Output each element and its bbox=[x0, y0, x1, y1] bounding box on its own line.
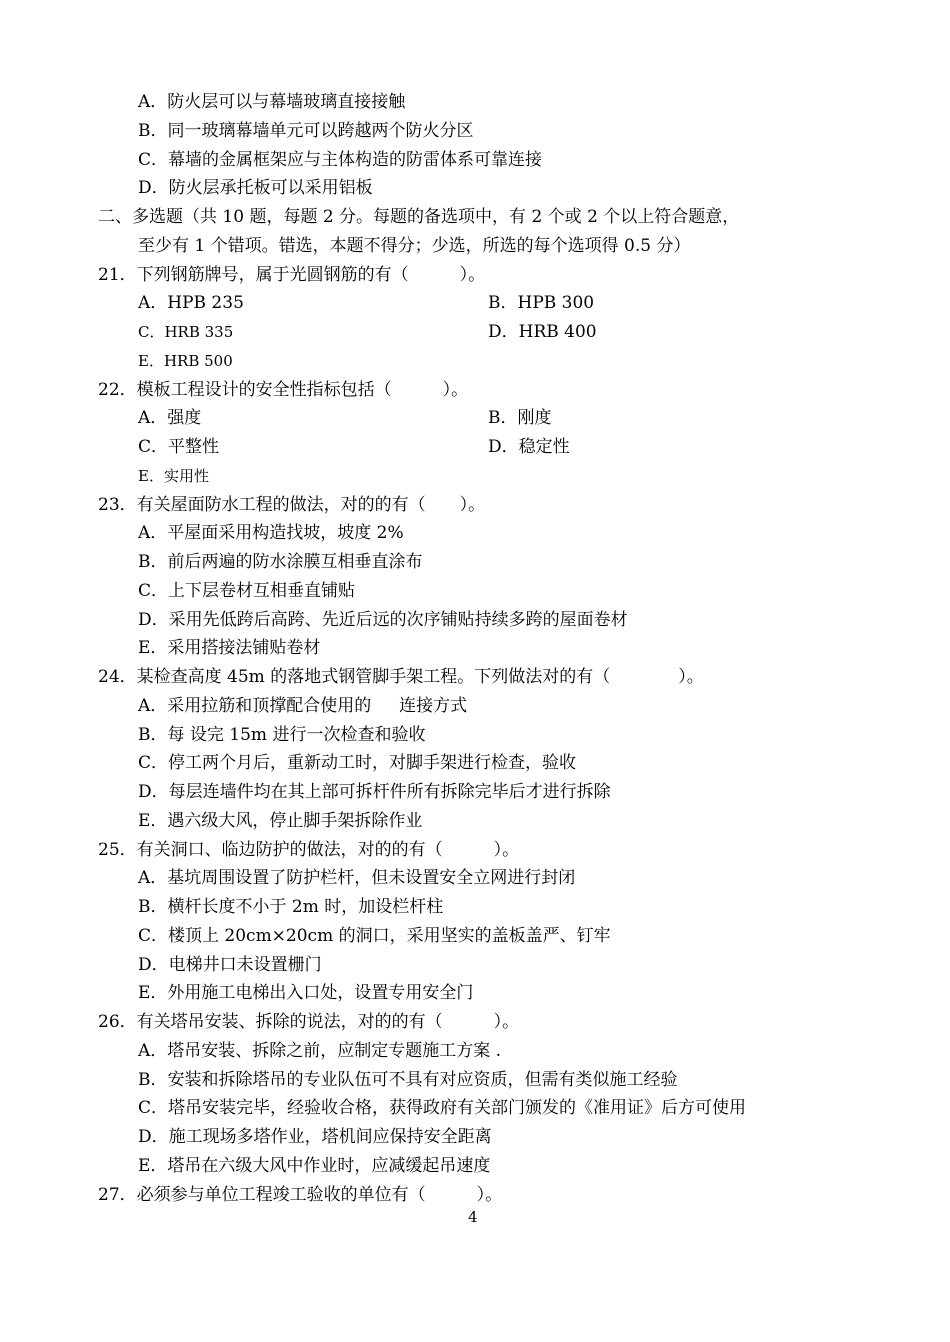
question-text: 25．有关洞口、临边防护的做法，对的的有（ ）。 bbox=[98, 839, 520, 860]
option-text: C．塔吊安装完毕，经验收合格，获得政府有关部门颁发的《准用证》后方可使用 bbox=[138, 1098, 747, 1119]
option-text: D．每层连墙件均在其上部可拆杆件所有拆除完毕后才进行拆除 bbox=[138, 782, 611, 802]
option-text: C．上下层卷材互相垂直铺贴 bbox=[138, 580, 356, 601]
option-text: B．横杆长度不小于 2m 时，加设栏杆柱 bbox=[138, 897, 444, 917]
option-text: D．采用先低跨后高跨、先近后远的次序铺贴持续多跨的屋面卷材 bbox=[138, 609, 628, 630]
option-text: B．前后两遍的防水涂膜互相垂直涂布 bbox=[138, 552, 423, 572]
option-text: C．楼顶上 20cm×20cm 的洞口，采用坚实的盖板盖严、钉牢 bbox=[138, 925, 611, 946]
option-text: E．采用搭接法铺贴卷材 bbox=[138, 638, 321, 659]
question-text: 23．有关屋面防水工程的做法，对的的有（ ）。 bbox=[98, 494, 486, 515]
option-text: E．塔吊在六级大风中作业时，应减缓起吊速度 bbox=[138, 1155, 491, 1176]
option-text: A．塔吊安装、拆除之前，应制定专题施工方案 . bbox=[138, 1040, 502, 1061]
option-text: C．停工两个月后，重新动工时，对脚手架进行检查，验收 bbox=[138, 753, 577, 774]
option-text: B．刚度 bbox=[488, 408, 552, 429]
option-text: B．安装和拆除塔吊的专业队伍可不具有对应资质，但需有类似施工经验 bbox=[138, 1069, 678, 1090]
option-text: E．实用性 bbox=[138, 466, 209, 485]
section-heading-continued: 至少有 1 个错项。错选，本题不得分；少选，所选的每个选项得 0.5 分） bbox=[138, 235, 691, 256]
option-text: D．防火层承托板可以采用铝板 bbox=[138, 178, 373, 199]
option-text: A．HPB 235 bbox=[138, 293, 244, 314]
option-text: C．幕墙的金属框架应与主体构造的防雷体系可靠连接 bbox=[138, 149, 543, 170]
question-text: 27．必须参与单位工程竣工验收的单位有（ ）。 bbox=[98, 1184, 503, 1205]
option-text: B．每 设完 15m 进行一次检查和验收 bbox=[138, 724, 426, 745]
option-text: A．强度 bbox=[138, 408, 202, 429]
option-text: B．HPB 300 bbox=[488, 293, 595, 314]
option-text: D．HRB 400 bbox=[488, 322, 597, 342]
option-text: E．HRB 500 bbox=[138, 351, 233, 370]
question-text: 21．下列钢筋牌号，属于光圆钢筋的有（ ）。 bbox=[98, 264, 486, 285]
question-text: 26．有关塔吊安装、拆除的说法，对的的有（ ）。 bbox=[98, 1012, 520, 1032]
option-text: C．HRB 335 bbox=[138, 323, 234, 341]
option-text: C．平整性 bbox=[138, 437, 220, 457]
question-text: 22．模板工程设计的安全性指标包括（ ）。 bbox=[98, 379, 469, 400]
section-heading: 二、多选题（共 10 题，每题 2 分。每题的备选项中，有 2 个或 2 个以上符合题意， bbox=[98, 207, 740, 227]
option-text: E．外用施工电梯出入口处，设置专用安全门 bbox=[138, 983, 474, 1004]
option-text: B．同一玻璃幕墙单元可以跨越两个防火分区 bbox=[138, 120, 474, 141]
option-text: A．防火层可以与幕墙玻璃直接接触 bbox=[138, 92, 406, 112]
question-text: 24．某检查高度 45m 的落地式钢管脚手架工程。下列做法对的有（ ）。 bbox=[98, 667, 704, 687]
option-text: A．采用拉筋和顶撑配合使用的 连接方式 bbox=[138, 695, 468, 716]
page-number: 4 bbox=[468, 1208, 478, 1226]
option-text: D．施工现场多塔作业，塔机间应保持安全距离 bbox=[138, 1127, 492, 1147]
option-text: D．稳定性 bbox=[488, 437, 570, 457]
option-text: E．遇六级大风，停止脚手架拆除作业 bbox=[138, 810, 423, 831]
option-text: D．电梯井口未设置栅门 bbox=[138, 954, 322, 975]
option-text: A．平屋面采用构造找坡，坡度 2% bbox=[138, 523, 404, 544]
option-text: A．基坑周围设置了防护栏杆，但未设置安全立网进行封闭 bbox=[138, 868, 576, 889]
